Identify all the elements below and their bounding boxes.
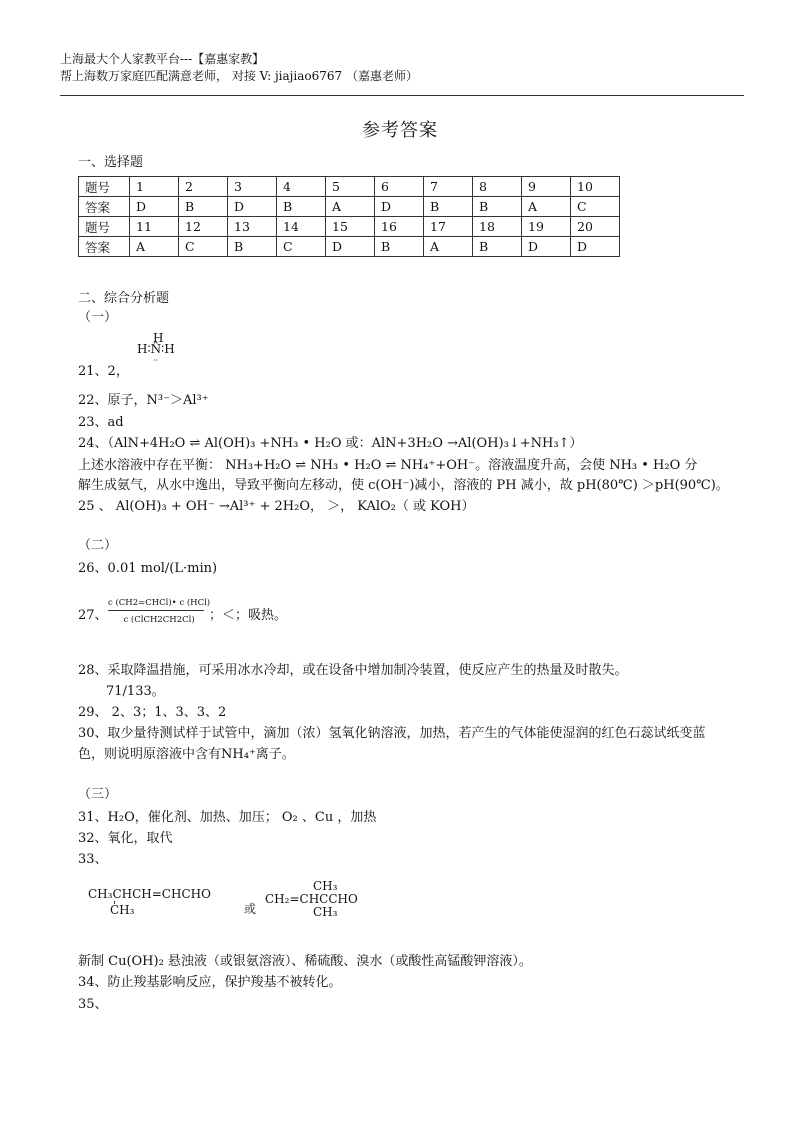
table-cell: C [277, 237, 326, 257]
structure-2 [265, 880, 358, 919]
table-cell: 20 [571, 217, 620, 237]
table-row [79, 237, 620, 257]
table-cell: 18 [473, 217, 522, 237]
lewis-top: H [153, 331, 164, 345]
q25-text: 25 、 Al(OH)₃ + OH⁻ →Al³⁺ + 2H₂O， ＞， KAlO₂（ 或 KOH） [78, 499, 475, 514]
q27-fraction-bar [108, 610, 204, 611]
table-row [79, 197, 620, 217]
table-cell: B [473, 197, 522, 217]
table-cell: B [228, 237, 277, 257]
table-cell: A [326, 197, 375, 217]
q28-ratio: 71/133。 [106, 684, 165, 699]
structure-2-bottom: CH₃ [313, 905, 338, 919]
table-cell: 16 [375, 217, 424, 237]
table-cell: 2 [179, 177, 228, 197]
table-cell: B [179, 197, 228, 217]
q24-explanation-1: 上述水溶液中存在平衡： NH₃+H₂O ⇌ NH₃ • H₂O ⇌ NH₄⁺+OH⁻。溶液温度升高，会使 NH₃ • H₂O 分 [78, 458, 698, 473]
q21-text: 21、2， [78, 364, 129, 379]
q30-text-cont: 色，则说明原溶液中含有NH₄⁺离子。 [78, 747, 295, 762]
q24-text: 24、（AlN+4H₂O ⇌ Al(OH)₃ +NH₃ • H₂O 或：AlN+3H₂O →Al(OH)₃↓+NH₃↑） [78, 436, 583, 451]
part-3-heading: （三） [78, 787, 118, 802]
table-cell: 8 [473, 177, 522, 197]
page-title: 参考答案 [362, 120, 438, 141]
q27-suffix: ；＜；吸热。 [209, 608, 288, 623]
table-cell: 11 [130, 217, 179, 237]
table-cell: 13 [228, 217, 277, 237]
lewis-mid: H∶N̈∶H [137, 342, 175, 356]
table-cell: 17 [424, 217, 473, 237]
q22-text: 22、原子，N³⁻＞Al³⁺ [78, 393, 209, 408]
q24-explanation-2: 解生成氨气，从水中逸出，导致平衡向左移动，使 c(OH⁻)减小，溶液的 PH 减小，故 pH(80℃) ＞pH(90℃)。 [78, 478, 729, 493]
table-cell: D [228, 197, 277, 217]
table-cell: 6 [375, 177, 424, 197]
q27-fraction [108, 598, 210, 625]
table-cell: 4 [277, 177, 326, 197]
q27-numerator: c (CH2=CHCl)• c (HCl) [108, 598, 211, 608]
table-cell: 19 [522, 217, 571, 237]
table-cell: 9 [522, 177, 571, 197]
table-cell: 14 [277, 217, 326, 237]
table-cell: 7 [424, 177, 473, 197]
table-row-header: 题号 [79, 177, 130, 197]
header-rule [60, 95, 744, 96]
q23-text: 23、ad [78, 415, 124, 430]
structure-or: 或 [244, 902, 257, 916]
header-line2: 帮上海数万家庭匹配满意老师， 对接 V: jiajiao6767 （嘉惠老师） [60, 69, 418, 83]
structure-2-main: CH₂=CHCCHO [265, 892, 358, 906]
header-line1: 上海最大个人家教平台---【嘉惠家教】 [60, 52, 265, 66]
table-cell: B [277, 197, 326, 217]
table-row-header: 答案 [79, 197, 130, 217]
table-cell: 15 [326, 217, 375, 237]
section-choice-heading: 一、选择题 [78, 155, 144, 170]
table-cell: 5 [326, 177, 375, 197]
lewis-structure-nh3 [137, 333, 175, 366]
q29-text: 29、 2、3；1、3、3、2 [78, 705, 227, 720]
part-1-heading: （一） [78, 310, 118, 325]
table-cell: D [522, 237, 571, 257]
table-row-header: 答案 [79, 237, 130, 257]
table-cell: D [130, 197, 179, 217]
table-cell: 1 [130, 177, 179, 197]
section-analysis-heading: 二、综合分析题 [78, 291, 170, 306]
q27-denominator: c (ClCH2CH2Cl) [123, 615, 195, 625]
q34-text: 34、防止羧基影响反应，保护羧基不被转化。 [78, 975, 342, 990]
q33-reagents: 新制 Cu(OH)₂ 悬浊液（或银氨溶液）、稀硫酸、溴水（或酸性高锰酸钾溶液）。 [78, 954, 532, 969]
structure-1-main: CH₃CHCH=CHCHO [88, 887, 211, 901]
part-2-heading: （二） [78, 538, 118, 553]
q32-text: 32、氧化，取代 [78, 831, 173, 846]
answer-table [78, 176, 620, 257]
table-cell: 12 [179, 217, 228, 237]
q31-text: 31、H₂O，催化剂、加热、加压； O₂ 、Cu ，加热 [78, 810, 377, 825]
q33-text: 33、 [78, 852, 108, 867]
lewis-bot: ·· [153, 356, 159, 365]
table-cell: D [571, 237, 620, 257]
table-cell: A [130, 237, 179, 257]
q26-text: 26、0.01 mol/(L·min) [78, 561, 218, 576]
structure-1 [88, 888, 211, 917]
structure-1-branch: CH₃ [110, 903, 135, 917]
table-cell: C [571, 197, 620, 217]
table-cell: A [522, 197, 571, 217]
q30-text: 30、取少量待测试样于试管中，滴加（浓）氢氧化钠溶液，加热，若产生的气体能使湿润的红色石蕊试纸变蓝 [78, 726, 706, 741]
table-cell: 10 [571, 177, 620, 197]
table-cell: B [424, 197, 473, 217]
q28-text: 28、采取降温措施，可采用冰水冷却，或在设备中增加制冷装置，使反应产生的热量及时散失。 [78, 663, 628, 678]
table-row [79, 177, 620, 197]
table-cell: 3 [228, 177, 277, 197]
table-cell: A [424, 237, 473, 257]
table-row [79, 217, 620, 237]
table-cell: B [473, 237, 522, 257]
q35-text: 35、 [78, 997, 108, 1012]
table-cell: D [326, 237, 375, 257]
structure-2-top: CH₃ [313, 879, 338, 893]
table-row-header: 题号 [79, 217, 130, 237]
table-cell: C [179, 237, 228, 257]
q27-prefix: 27、 [78, 608, 108, 623]
table-cell: D [375, 197, 424, 217]
table-cell: B [375, 237, 424, 257]
